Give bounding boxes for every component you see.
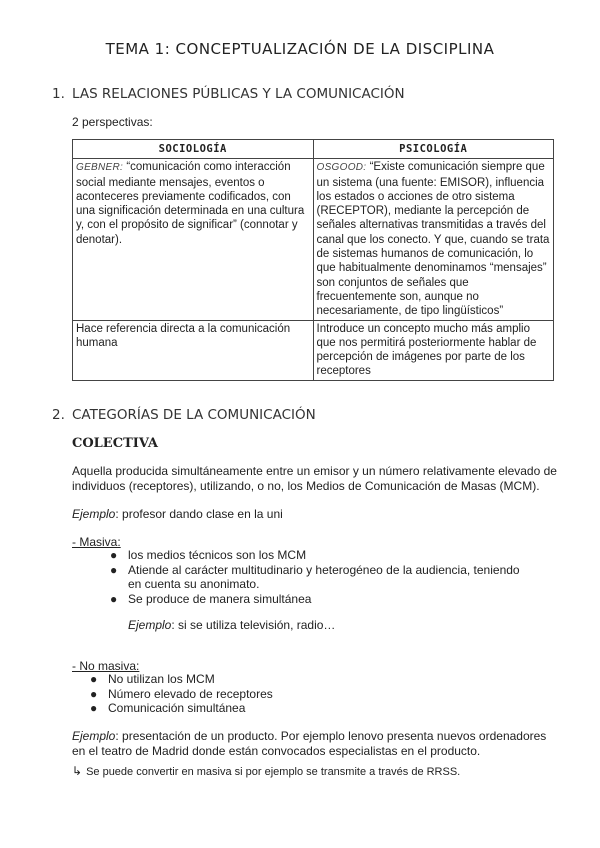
masiva-example-text: : si se utiliza televisión, radio… bbox=[171, 618, 336, 632]
page-title: TEMA 1: CONCEPTUALIZACIÓN DE LA DISCIPLINA bbox=[105, 40, 495, 58]
example-1-label: Ejemplo bbox=[72, 507, 116, 521]
header-psicologia: PSICOLOGÍA bbox=[313, 140, 554, 159]
perspectives-intro: 2 perspectivas: bbox=[72, 115, 153, 129]
section-2-title: CATEGORÍAS DE LA COMUNICACIÓN bbox=[72, 407, 316, 423]
header-sociologia: SOCIOLOGÍA bbox=[73, 140, 314, 159]
list-item: ● los medios técnicos son los MCM bbox=[110, 548, 307, 562]
section-1-number: 1. bbox=[52, 86, 65, 102]
list-item: ● Comunicación simultánea bbox=[90, 701, 246, 715]
subheading-colectiva: COLECTIVA bbox=[72, 436, 158, 451]
section-1-heading bbox=[52, 86, 405, 102]
table-row bbox=[73, 159, 554, 320]
list-item: ● Número elevado de receptores bbox=[90, 686, 273, 701]
bullet-icon: ● bbox=[90, 701, 98, 715]
author-osgood: OSGOOD: bbox=[316, 162, 367, 174]
bullet-icon: ● bbox=[110, 591, 118, 606]
section-1-title: LAS RELACIONES PÚBLICAS Y LA COMUNICACIÓN bbox=[72, 86, 405, 102]
list-item: ● Atiende al carácter multitudinario y heterogéneo de la audiencia, teniendo en cuenta su anonimato. bbox=[110, 562, 520, 591]
masiva-list bbox=[110, 548, 530, 606]
bullet-icon: ● bbox=[110, 562, 118, 577]
masiva-example bbox=[128, 618, 335, 633]
bullet-icon: ● bbox=[90, 686, 98, 701]
table-row bbox=[73, 320, 554, 380]
cell-gebner-definition bbox=[73, 159, 314, 320]
example-2-text: : presentación de un producto. Por ejemplo lenovo presenta nuevos ordenadores en el teatro de Madrid donde están convocados especialistas en el producto. bbox=[72, 729, 547, 758]
example-1-text: : profesor dando clase en la uni bbox=[115, 507, 283, 521]
cell-osgood-definition bbox=[313, 159, 554, 320]
arrow-note-text: Se puede convertir en masiva si por ejemplo se transmite a través de RRSS. bbox=[86, 766, 461, 778]
gebner-text: “comunicación como interacción social mediante mensajes, eventos o aconteceres previamente codificados, con una significación determinada en una cultura y, con el propósito de significar” (connotar y denotar). bbox=[76, 161, 305, 246]
example-2 bbox=[72, 729, 562, 759]
masiva-example-label: Ejemplo bbox=[128, 618, 172, 632]
colectiva-definition: Aquella producida simultáneamente entre un emisor y un número relativamente elevado de individuos (receptores), utilizando, o no, los Medios de Comunicación de Masas (MCM). bbox=[72, 464, 557, 493]
table-header-row bbox=[73, 140, 554, 159]
no-masiva-list bbox=[90, 672, 510, 716]
example-1 bbox=[72, 507, 283, 522]
list-item: ● No utilizan los MCM bbox=[90, 672, 215, 686]
return-arrow-icon: ↳ bbox=[72, 764, 83, 778]
author-gebner: GEBNER: bbox=[76, 162, 124, 174]
section-2-number: 2. bbox=[52, 407, 65, 423]
bullet-icon: ● bbox=[90, 672, 98, 686]
list-item: ● Se produce de manera simultánea bbox=[110, 591, 312, 606]
no-masiva-label: - No masiva: bbox=[72, 659, 140, 673]
arrow-note bbox=[72, 764, 460, 778]
section-2-heading bbox=[52, 407, 316, 423]
perspectives-table bbox=[72, 139, 554, 381]
example-2-label: Ejemplo bbox=[72, 729, 116, 743]
cell-sociologia-note: Hace referencia directa a la comunicación humana bbox=[73, 320, 314, 380]
cell-psicologia-note: Introduce un concepto mucho más amplio que nos permitirá posteriormente hablar de percepción de imágenes por parte de los receptores bbox=[313, 320, 554, 380]
osgood-text: “Existe comunicación siempre que un sistema (una fuente: EMISOR), influencia los estados o acciones de otro sistema (RECEPTOR), mediante la percepción de señales alternativas transmitidas a través del canal que los conecto. Y que, cuando se trata de sistemas humanos de comunicación, lo que habitualmente denominamos “mensajes” son conjuntos de señales que frecuentemente son, aunque no necesariamente, de tipo lingüísticos” bbox=[316, 161, 550, 318]
masiva-label: - Masiva: bbox=[72, 535, 121, 549]
bullet-icon: ● bbox=[110, 548, 118, 562]
